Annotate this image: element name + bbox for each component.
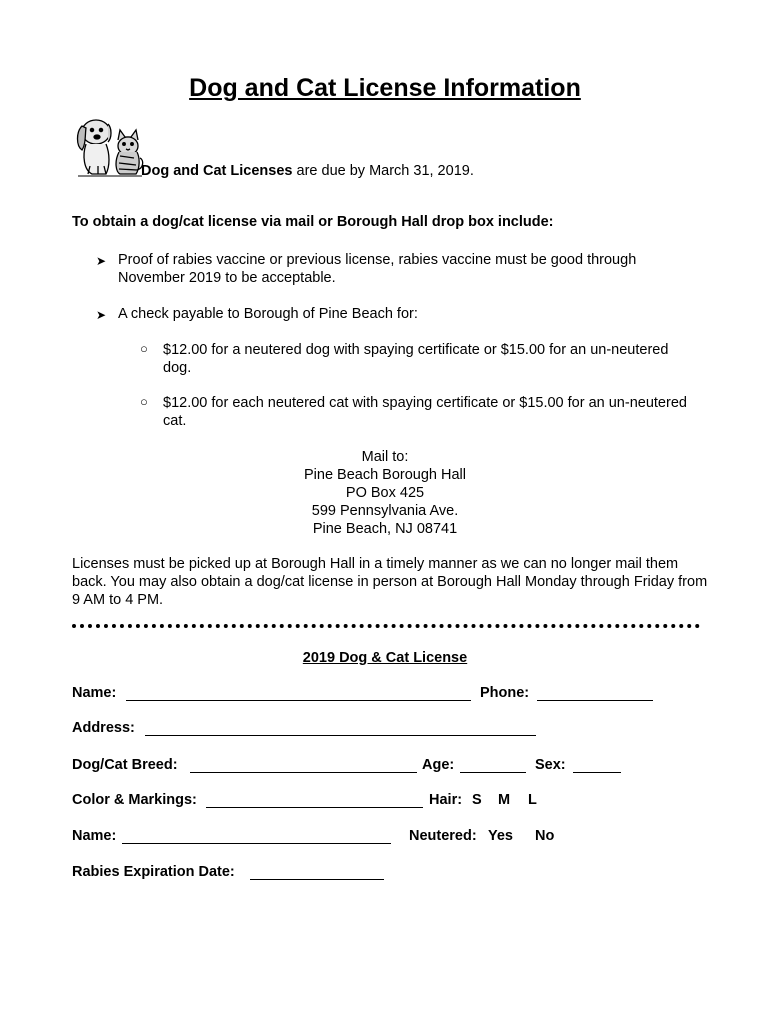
mailing-address	[0, 448, 770, 538]
sub-bullet-dog-fee: $12.00 for a neutered dog with spaying certificate or $15.00 for an un-neutered dog.	[163, 342, 669, 376]
address-field[interactable]	[145, 735, 536, 736]
address-label: Address:	[72, 720, 135, 736]
mail-line-3: 599 Pennsylvania Ave.	[311, 503, 459, 519]
bullet-rabies: Proof of rabies vaccine or previous license, rabies vaccine must be good through November 2019 to be acceptable.	[118, 252, 637, 286]
dotted-divider	[72, 624, 700, 628]
neutered-label: Neutered:	[409, 828, 477, 844]
sex-field[interactable]	[573, 772, 621, 773]
age-field[interactable]	[460, 772, 526, 773]
hair-option-l[interactable]: L	[528, 792, 537, 808]
mail-line-4: Pine Beach, NJ 08741	[312, 521, 458, 537]
phone-label: Phone:	[480, 685, 530, 701]
rabies-expiration-field[interactable]	[250, 879, 384, 880]
rabies-expiration-label: Rabies Expiration Date:	[72, 864, 235, 880]
mail-line-1: Pine Beach Borough Hall	[303, 467, 467, 483]
hair-option-s[interactable]: S	[472, 792, 482, 808]
arrow-bullet-icon: ➤	[96, 308, 107, 322]
color-markings-label: Color & Markings:	[72, 792, 197, 808]
neutered-option-yes[interactable]: Yes	[488, 828, 513, 844]
age-label: Age:	[422, 757, 455, 773]
due-rest-text: are due by March 31, 2019.	[292, 163, 474, 179]
sub-bullet-cat-fee: $12.00 for each neutered cat with spaying certificate or $15.00 for an un-neutered cat.	[163, 395, 687, 429]
bullet-check: A check payable to Borough of Pine Beach for:	[118, 306, 418, 322]
pickup-paragraph: Licenses must be picked up at Borough Hall in a timely manner as we can no longer mail them back. You may also obtain a dog/cat license in person at Borough Hall Monday through Friday from 9 AM to 4 PM.	[72, 556, 708, 608]
obtain-heading: To obtain a dog/cat license via mail or Borough Hall drop box include:	[72, 214, 554, 230]
breed-field[interactable]	[190, 772, 417, 773]
form-title: 2019 Dog & Cat License	[302, 650, 468, 666]
phone-field[interactable]	[537, 700, 653, 701]
mail-line-2: PO Box 425	[345, 485, 425, 501]
color-markings-field[interactable]	[206, 807, 423, 808]
breed-label: Dog/Cat Breed:	[72, 757, 178, 773]
name-field[interactable]	[126, 700, 471, 701]
neutered-option-no[interactable]: No	[535, 828, 555, 844]
dog-and-cat-illustration	[72, 112, 144, 178]
arrow-bullet-icon: ➤	[96, 254, 107, 268]
due-date-notice	[141, 163, 474, 179]
hair-label: Hair:	[429, 792, 463, 808]
circle-bullet-icon: ○	[140, 394, 148, 409]
due-bold-label: Dog and Cat Licenses	[141, 163, 293, 179]
mail-label: Mail to:	[361, 449, 409, 465]
sex-label: Sex:	[535, 757, 566, 773]
owner-name-field[interactable]	[122, 843, 391, 844]
circle-bullet-icon: ○	[140, 341, 148, 356]
page-title: Dog and Cat License Information	[189, 74, 581, 102]
owner-name-label: Name:	[72, 828, 117, 844]
hair-option-m[interactable]: M	[498, 792, 511, 808]
name-label: Name:	[72, 685, 117, 701]
